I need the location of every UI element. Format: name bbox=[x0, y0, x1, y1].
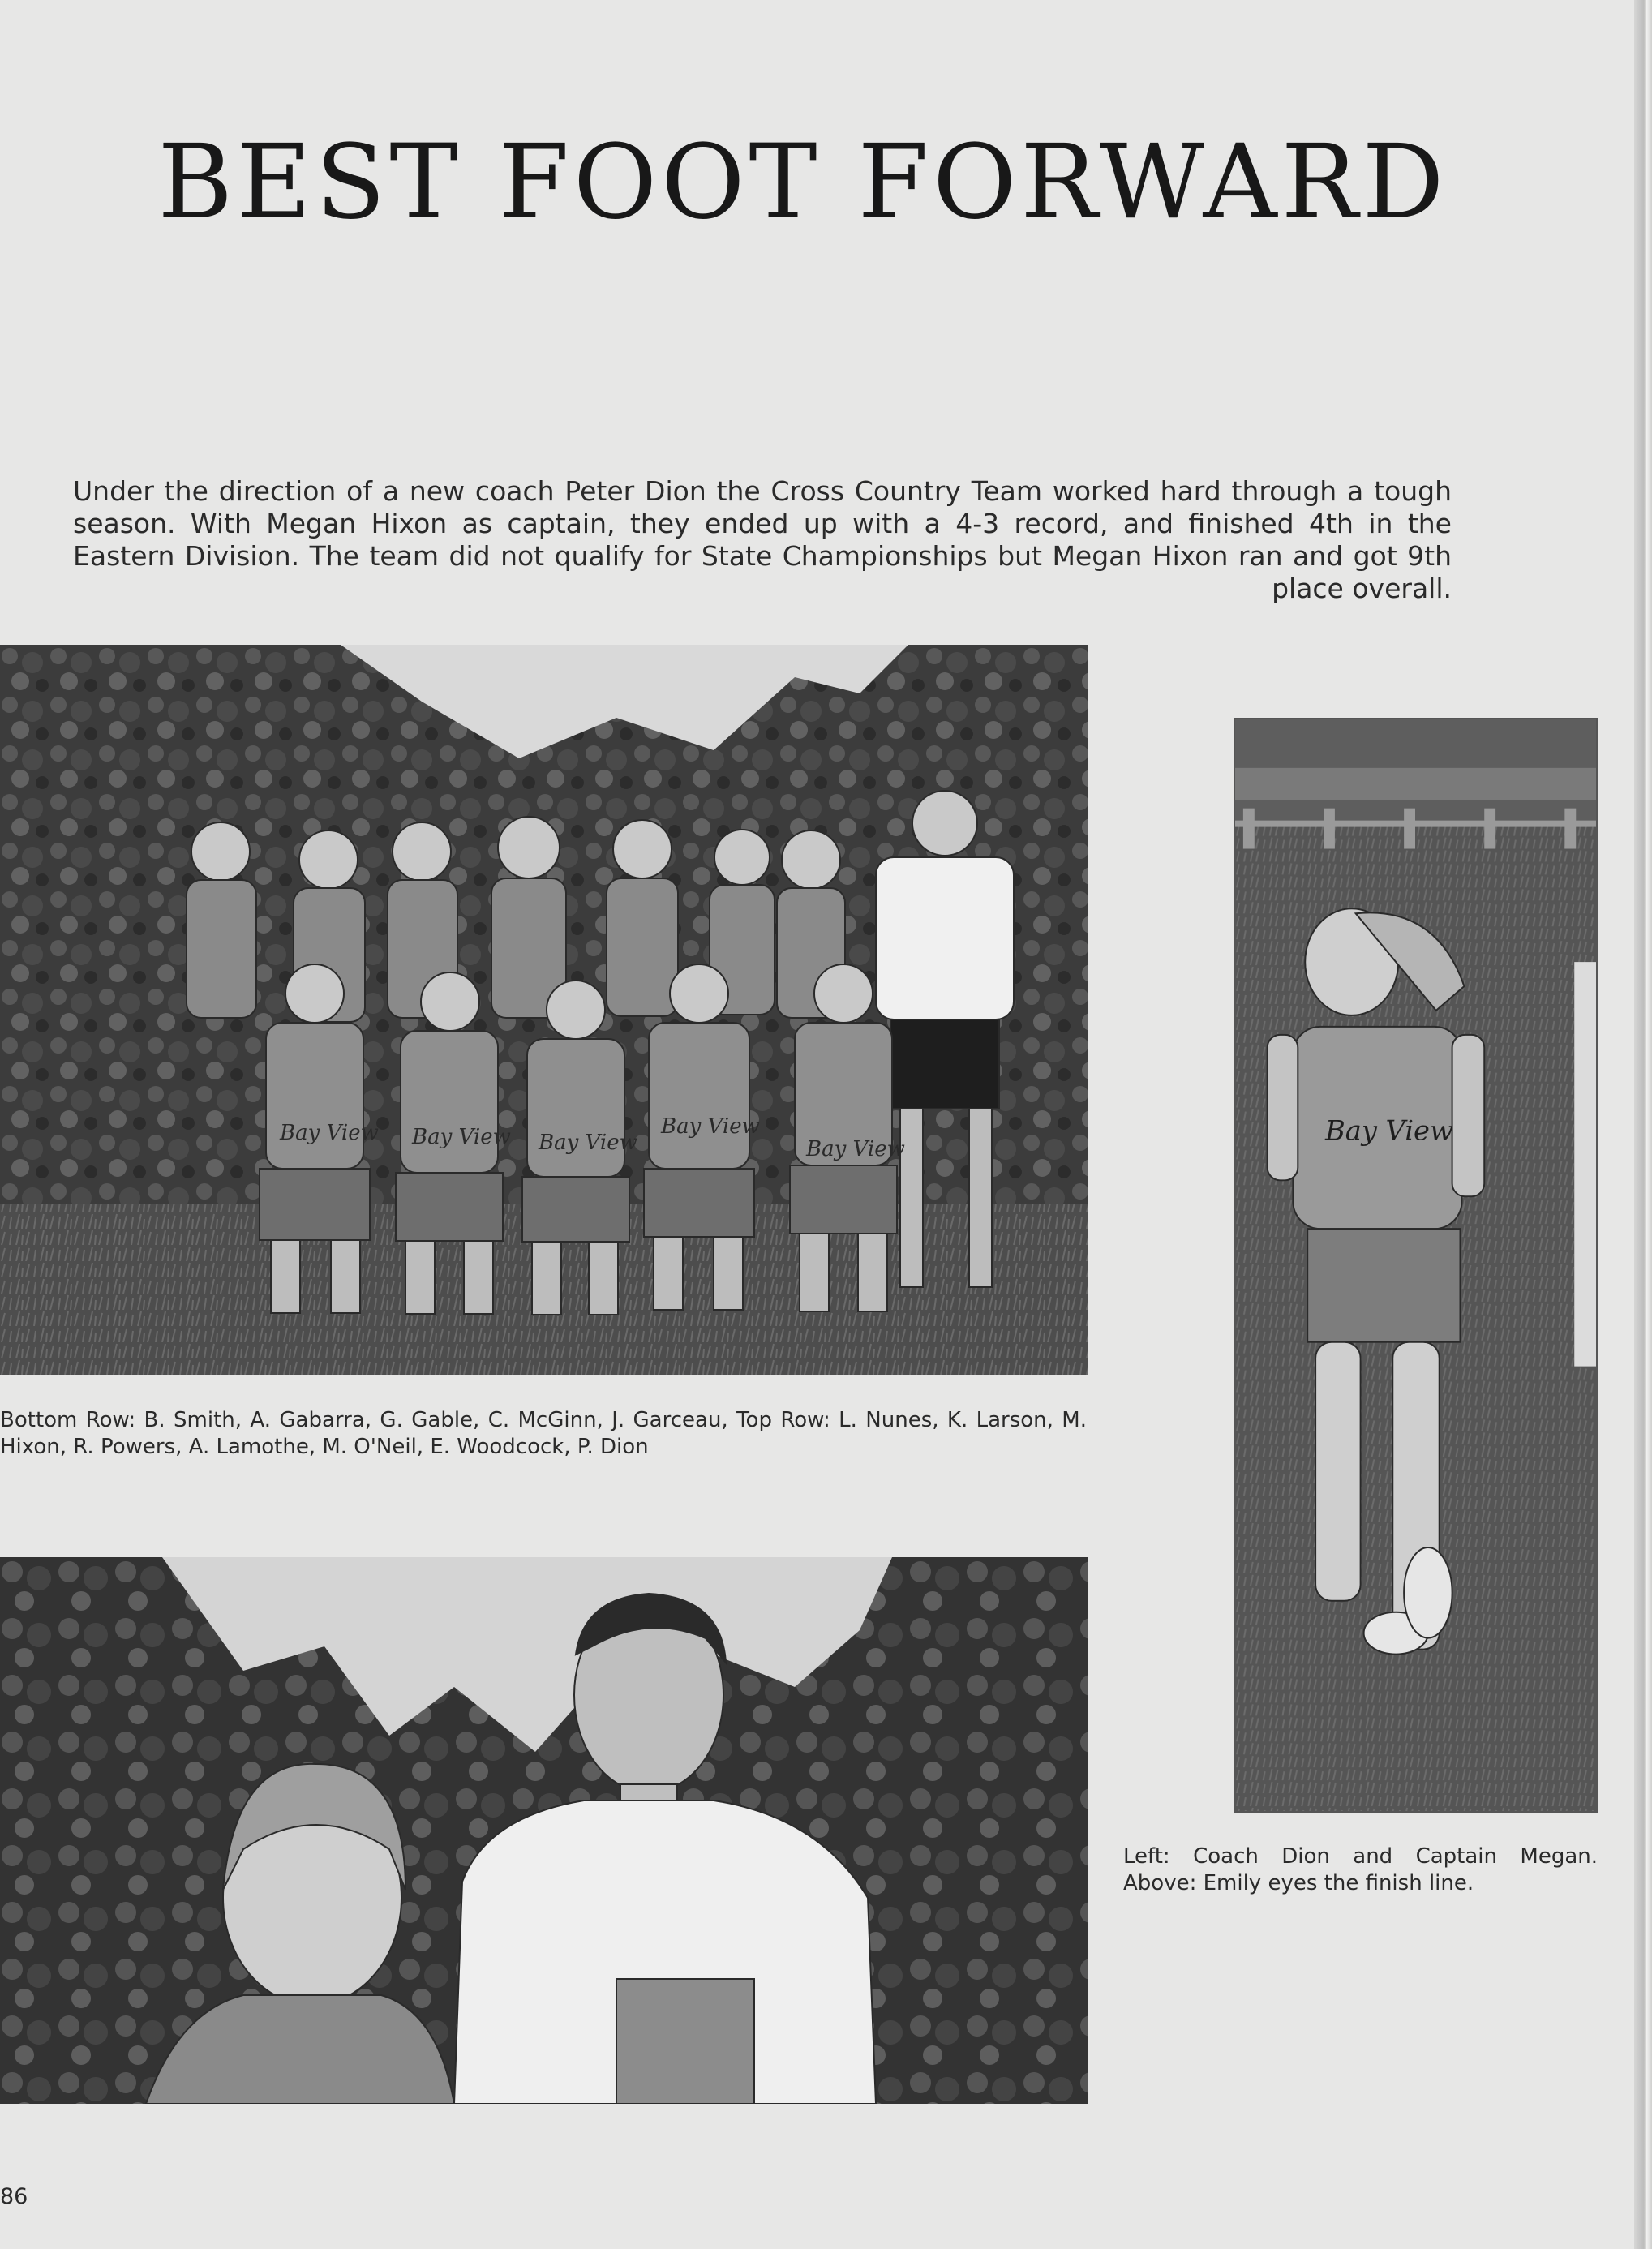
side-caption-line-1: Left: Coach Dion and Captain Megan. bbox=[1123, 1844, 1598, 1869]
team-member-figure bbox=[607, 820, 678, 1016]
shirt-lettering: Bay View bbox=[806, 1137, 905, 1161]
side-caption-line-2: Above: Emily eyes the finish line. bbox=[1123, 1871, 1474, 1895]
coach-captain-photo bbox=[0, 1557, 1088, 2104]
page-title: BEST FOOT FORWARD bbox=[157, 122, 1448, 242]
page-binding-edge bbox=[1634, 0, 1652, 2249]
shirt-lettering: Bay View bbox=[539, 1131, 637, 1155]
shirt-lettering: Bay View bbox=[1325, 1114, 1453, 1147]
team-member-figure bbox=[187, 822, 256, 1018]
side-photo-caption bbox=[1123, 1843, 1598, 1897]
shirt-lettering: Bay View bbox=[280, 1121, 379, 1145]
shirt-lettering: Bay View bbox=[661, 1114, 760, 1139]
page-number: 86 bbox=[0, 2184, 28, 2209]
team-photo-caption: Bottom Row: B. Smith, A. Gabarra, G. Gable, C. McGinn, J. Garceau, Top Row: L. Nunes, K. Larson, M. Hixon, R. Powers, A. Lamothe, M. O'Neil, E. Woodcock, P. Dion bbox=[0, 1408, 1087, 1459]
runner-photo bbox=[1234, 718, 1598, 1813]
team-member-figure bbox=[491, 817, 566, 1018]
team-photo bbox=[0, 645, 1088, 1375]
intro-paragraph: Under the direction of a new coach Peter Dion the Cross Country Team worked hard through a tough season. With Megan Hixon as captain, they ended up with a 4-3 record, and finished 4th in the Eastern Division. The team did not qualify for State Championships but Megan Hixon ran and got 9th place overall. bbox=[73, 475, 1452, 604]
shirt-lettering: Bay View bbox=[412, 1125, 511, 1149]
